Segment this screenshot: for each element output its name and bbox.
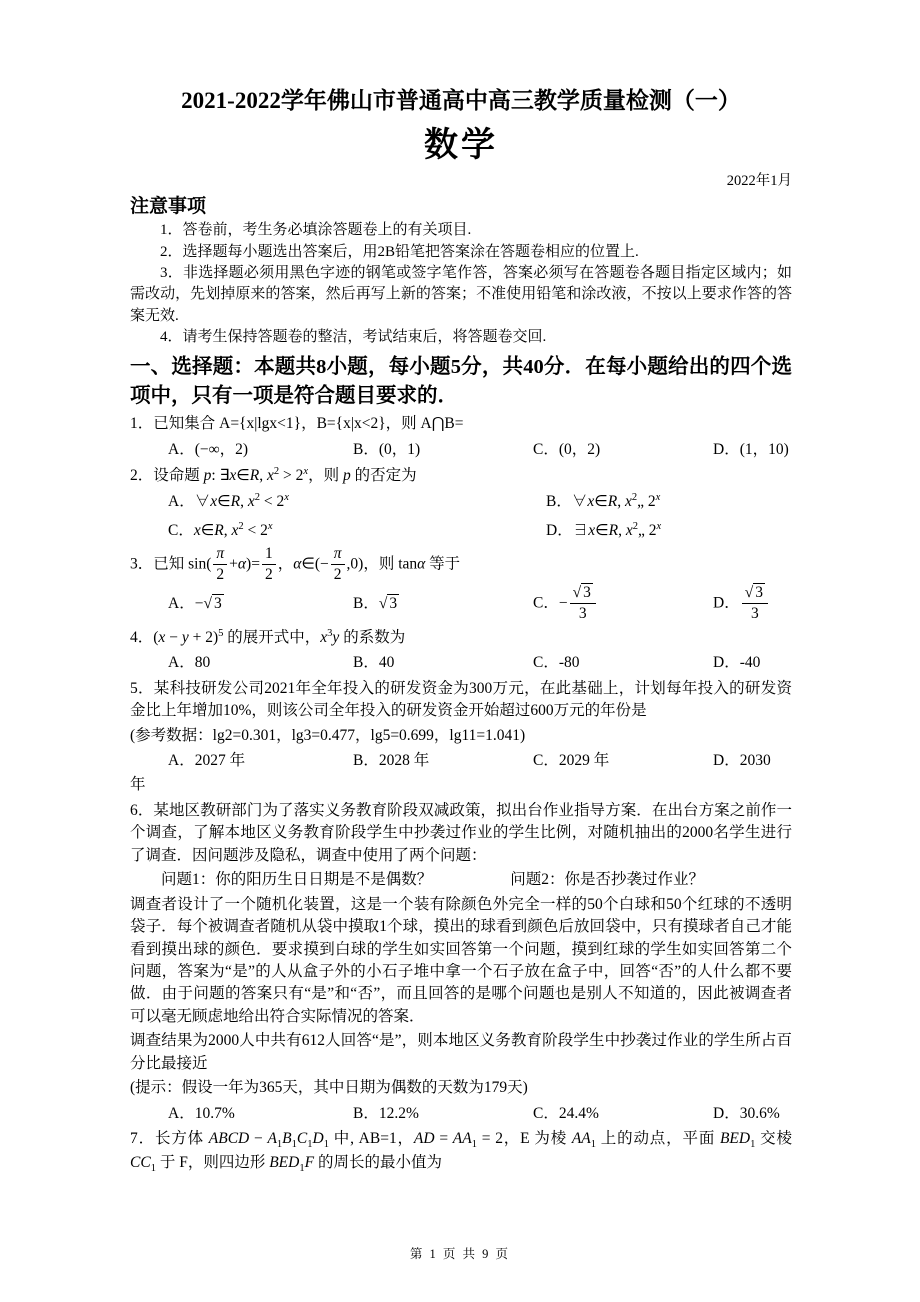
exam-title: 2021-2022学年佛山市普通高中高三教学质量检测（一） [181, 88, 741, 113]
question-5-reference-data: (参考数据：lg2=0.301，lg3=0.477，lg5=0.699，lg11=1.041) [130, 726, 526, 744]
question-6-hint: (提示：假设一年为365天，其中日期为偶数的天数为179天) [130, 1079, 528, 1097]
option-c: C．x∈R, $x^2 < 2^x$ [168, 521, 273, 540]
option-c: C．-80 [533, 654, 580, 672]
notice-item-4: 4．请考生保持答题卷的整洁，考试结束后，将答题卷交回. [160, 328, 547, 345]
option-c: C．(0，2) [533, 440, 601, 458]
option-b: B．12.2% [353, 1104, 419, 1122]
question-3-options [130, 585, 792, 623]
option-a: A．(−∞，2) [168, 440, 249, 458]
notice-item-1: 1．答卷前，考生务必填涂答题卷上的有关项目. [160, 222, 472, 239]
option-a: A．10.7% [168, 1104, 235, 1122]
question-3 [130, 546, 792, 623]
option-d: D． $\frac{√ 3}{3}$ [713, 585, 792, 623]
question-5 [130, 678, 792, 797]
option-b: B．(0，1) [353, 440, 421, 458]
option-a: A．∀x∈R, $x^2 < 2^x$ [168, 491, 289, 510]
question-3-stem: 3．已知 sin( $\frac{\pi}{2}$ +α)= $\frac{1}{2}$ ，α∈(− $\frac{\pi}{2}$ ,0)，则 tanα 等于 [130, 544, 461, 583]
question-6-subquestion-2: 问题2：你是否抄袭过作业？ [510, 871, 705, 889]
question-5-option-d-wrap: 年 [130, 776, 146, 794]
question-6-options [130, 1102, 792, 1125]
question-6-subquestion-1: 问题1：你的阳历生日日期是不是偶数？ [161, 871, 433, 889]
question-5-options [130, 749, 792, 772]
option-d: D．∃x∈R, $x^2„$ 2$^x$ [546, 521, 662, 540]
page-footer: 第 1 页 共 9 页 [409, 1246, 511, 1261]
option-b: B．∀x∈R, $x^2„$ 2$^x$ [546, 491, 661, 510]
question-2-stem: 2．设命题 p: ∃x∈R, $x^2 > 2^x$，则 p 的否定为 [130, 466, 417, 485]
question-6-paragraph-3: 调查结果为2000人中共有612人回答“是”，则本地区义务教育阶段学生中抄袭过作业的学生所占百分比最接近 [130, 1032, 792, 1072]
question-1 [130, 413, 792, 461]
exam-date: 2022年1月 [726, 172, 792, 189]
question-7 [130, 1128, 792, 1177]
option-a: A．2027 年 [168, 751, 246, 769]
notice-item-3: 3．非选择题必须用黑色字迹的钢笔或签字笔作答，答案必须写在答题卷各题目指定区域内；如需改动，先划掉原来的答案，然后再写上新的答案；不准使用铅笔和涂改液，不按以上要求作答的答案无效. [130, 264, 792, 324]
question-6 [130, 800, 792, 1125]
option-b: B．40 [353, 654, 395, 672]
question-4-stem: 4．$(x - y + 2)^5$ 的展开式中，$x^3y$ 的系数为 [130, 627, 406, 646]
notice-item-2: 2．选择题每小题选出答案后，用2B铅笔把答案涂在答题卷相应的位置上. [160, 243, 639, 260]
option-d: D．2030 [713, 751, 771, 769]
question-5-stem: 5．某科技研发公司2021年全年投入的研发资金为300万元，在此基础上，计划每年投入的研发资金比上年增加10%，则该公司全年投入的研发资金开始超过600万元的年份是 [130, 679, 792, 720]
question-2 [130, 464, 792, 542]
question-1-stem: 1．已知集合 A={x|lgx<1}，B={x|x<2}，则 A⋂B= [130, 415, 464, 433]
option-c: C．2029 年 [533, 751, 610, 769]
section-heading: 一、选择题：本题共8小题，每小题5分，共40分．在每小题给出的四个选项中，只有一项是符合题目要求的． [130, 356, 792, 407]
option-d: D．30.6% [713, 1104, 780, 1122]
question-6-subquestions [130, 869, 792, 891]
option-b: B．2028 年 [353, 751, 430, 769]
subject-title: 数学 [424, 126, 498, 164]
notice-heading: 注意事项 [130, 195, 207, 217]
question-6-paragraph-2: 调查者设计了一个随机化装置，这是一个装有除颜色外完全一样的50个白球和50个红球的不透明袋子．每个被调查者随机从袋中摸取1个球，摸出的球看到颜色后放回袋中，只有摸球者自己才能看到摸出球的颜色．要求摸到白球的学生如实回答第一个问题，摸到红球的学生如实回答第二个问题，答案为“是”的人从盒子外的小石子堆中拿一个石子放在盒子中，回答“否”的人什么都不要做．由于问题的答案只有“是”和“否”，而且回答的是哪个问题也是别人不知道的，因此被调查者可以毫无顾虑地给出符合实际情况的答案． [130, 895, 792, 1025]
option-c: C．24.4% [533, 1104, 599, 1122]
question-4-options [130, 651, 792, 674]
question-1-options [130, 438, 792, 461]
question-7-stem: 7．长方体 ABCD − $A_1B_1C_1D_1$ 中, AB=1，AD = $AA_1 = 2$，E 为棱 $AA_1$ 上的动点，平面 $BED_1$ 交棱 $CC_1$ 于 F，则四边形 $BED_1F$ 的周长的最小值为 [130, 1130, 792, 1175]
option-a: A．80 [168, 654, 211, 672]
question-6-paragraph-1: 6．某地区教研部门为了落实义务教育阶段双减政策，拟出台作业指导方案．在出台方案之前作一个调查，了解本地区义务教育阶段学生中抄袭过作业的学生比例，对随机抽出的2000名学生进行了调查．因问题涉及隐私，调查中使用了两个问题： [130, 801, 792, 864]
option-d: D．-40 [713, 654, 761, 672]
option-a: A．−√ 3 [168, 595, 222, 613]
option-b: B．√ 3 [353, 595, 398, 613]
option-c: C．− $\frac{√ 3}{3}$ [533, 585, 713, 623]
question-4 [130, 626, 792, 675]
question-2-options [130, 490, 792, 543]
option-d: D．(1，10) [713, 440, 789, 458]
